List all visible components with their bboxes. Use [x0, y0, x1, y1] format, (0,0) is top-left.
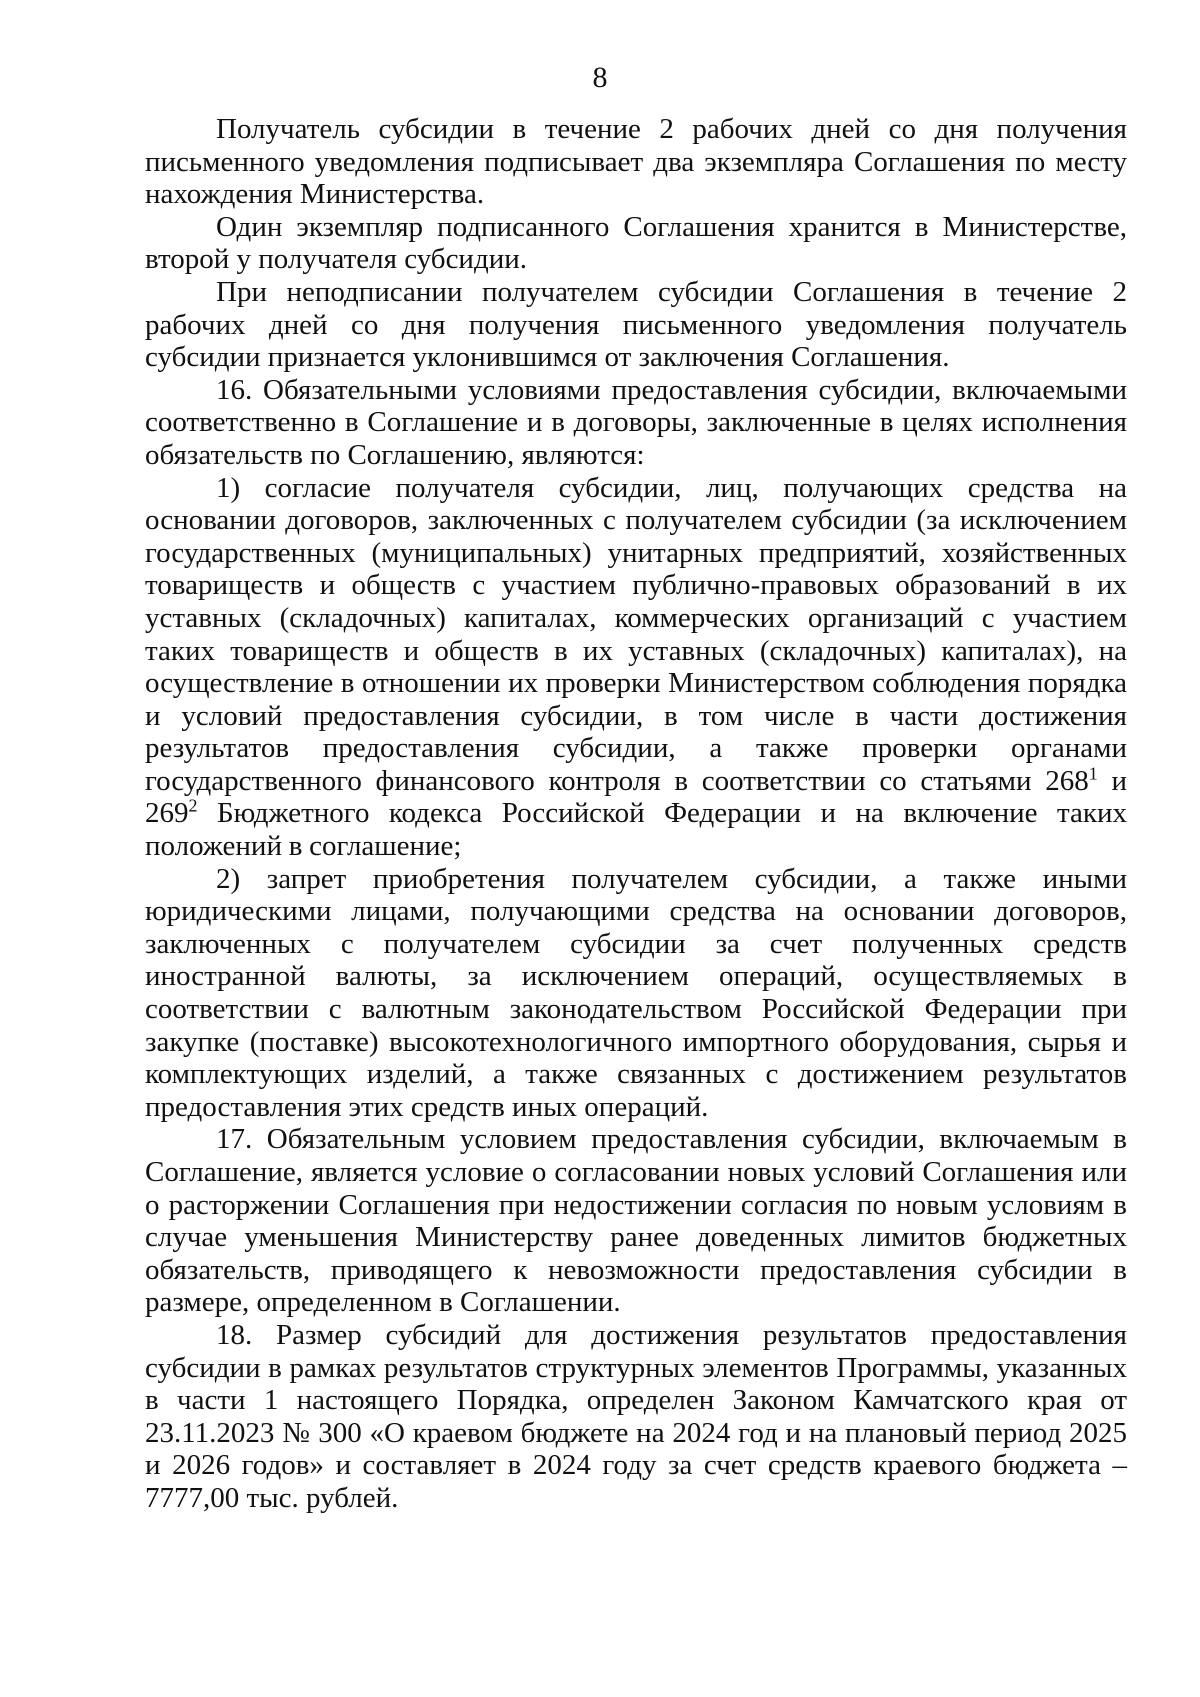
- paragraph-copies-storage: Один экземпляр подписанного Соглашения хранится в Министерстве, второй у получателя субсидии.: [145, 210, 1127, 276]
- document-body: [145, 113, 1127, 1515]
- paragraph-18-amount: 18. Размер субсидий для достижения результатов предоставления субсидии в рамках результатов структурных элементов Программы, указанных в части 1 настоящего Порядка, определен Законом Камчатского края от 23.11.2023 № 300 «О краевом бюджете на 2024 год и на плановый период 2025 и 2026 годов» и составляет в 2024 году за счет средств краевого бюджета – 7777,00 тыс. рублей.: [145, 1318, 1127, 1514]
- article-268-superscript: 1: [1088, 763, 1098, 784]
- page-number: 8: [592, 61, 608, 94]
- paragraph-16-item-2-ban: 2) запрет приобретения получателем субсидии, а также иными юридическими лицами, получающими средства на основании договоров, заключенных с получателем субсидии за счет полученных средств иностранной валюты, за исключением операций, осуществляемых в соответствии с валютным законодательством Российской Федерации при закупке (поставке) высокотехнологичного импортного оборудования, сырья и комплектующих изделий, а также связанных с достижением результатов предоставления этих средств иных операций.: [145, 862, 1127, 1123]
- paragraph-16-conditions: 16. Обязательными условиями предоставления субсидии, включаемыми соответственно в Соглашение и в договоры, заключенные в целях исполнения обязательств по Соглашению, являются:: [145, 373, 1127, 471]
- item-1-text-a: 1) согласие получателя субсидии, лиц, получающих средства на основании договоров, заключенных с получателем субсидии (за исключением государственных (муниципальных) унитарных предприятий, хозяйственных товариществ и обществ с участием публично-правовых образований в их уставных (складочных) капиталах, коммерческих организаций с участием таких товариществ и обществ в их уставных (складочных) капиталах), на осуществление в отношении их проверки Министерством соблюдения порядка и условий предоставления субсидии, в том числе в части достижения результатов предоставления субсидии, а также проверки органами государственного финансового контроля в соответствии со статьями 268: [145, 471, 1127, 797]
- paragraph-17-condition: 17. Обязательным условием предоставления субсидии, включаемым в Соглашение, является условие о согласовании новых условий Соглашения или о расторжении Соглашения при недостижении согласия по новым условиям в случае уменьшения Министерству ранее доведенных лимитов бюджетных обязательств, приводящего к невозможности предоставления субсидии в размере, определенном в Соглашении.: [145, 1123, 1127, 1319]
- paragraph-signing-term: Получатель субсидии в течение 2 рабочих дней со дня получения письменного уведомления подписывает два экземпляра Соглашения по месту нахождения Министерства.: [145, 113, 1127, 211]
- article-269-superscript: 2: [188, 795, 198, 816]
- item-1-text-c: Бюджетного кодекса Российской Федерации и на включение таких положений в соглашение;: [145, 797, 1127, 863]
- paragraph-evasion: При неподписании получателем субсидии Соглашения в течение 2 рабочих дней со дня получения письменного уведомления получатель субсидии признается уклонившимся от заключения Соглашения.: [145, 275, 1127, 374]
- item-1-text-b: и 269: [145, 764, 1127, 830]
- paragraph-16-item-1-consent: [145, 472, 1127, 863]
